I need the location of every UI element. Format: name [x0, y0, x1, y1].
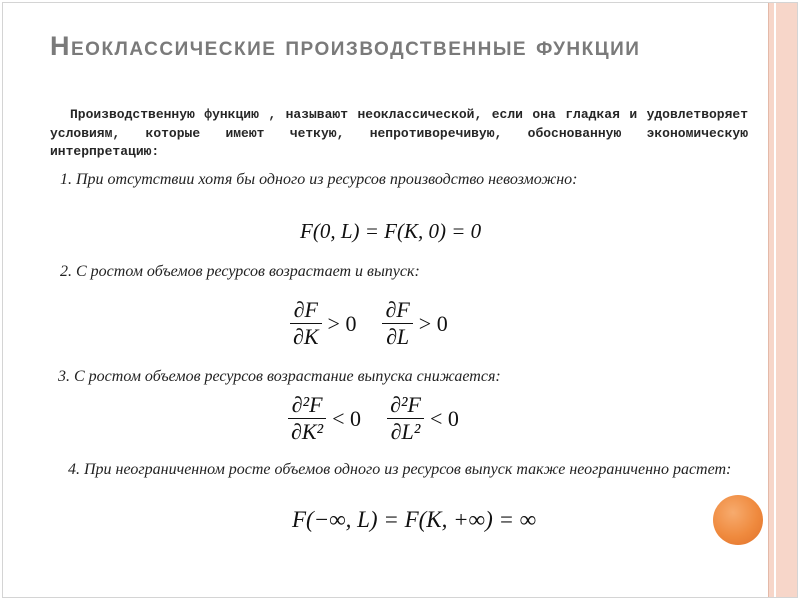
fraction-numerator: ∂F [293, 297, 318, 322]
inequality: < 0 [332, 405, 362, 431]
second-derivative-k [288, 393, 361, 444]
partial-derivative-k [290, 298, 356, 349]
fraction-denominator: ∂K² [291, 419, 324, 444]
inequality: > 0 [418, 310, 448, 336]
formula-zero-output: F(0, L) = F(K, 0) = 0 [300, 219, 482, 243]
fraction-denominator: ∂K [293, 324, 319, 349]
condition-2-formula [290, 298, 474, 349]
condition-1-formula [300, 219, 481, 244]
intro-paragraph: Производственную функцию , называют неоклассической, если она гладкая и удовлетворяет условиям, которые имеют четкую, непротиворечивую, обоснованную экономическую интерпретацию: [50, 107, 748, 159]
fraction-numerator: ∂²F [291, 392, 323, 417]
decorative-circle [713, 495, 763, 545]
inequality: > 0 [327, 310, 357, 336]
condition-4-formula [292, 507, 536, 533]
condition-3-text: 3. С ростом объемов ресурсов возрастание выпуска снижается: [58, 368, 501, 385]
fraction-numerator: ∂F [385, 297, 410, 322]
second-derivative-l [387, 393, 459, 444]
partial-derivative-l [382, 298, 447, 349]
side-decoration-line [774, 3, 776, 597]
side-decoration-bar [768, 3, 797, 597]
fraction [382, 298, 412, 349]
formula-unbounded-output: F(−∞, L) = F(K, +∞) = ∞ [292, 507, 537, 532]
fraction-denominator: ∂L [386, 324, 410, 349]
condition-2-text: 2. С ростом объемов ресурсов возрастает и выпуск: [60, 263, 420, 280]
fraction [288, 393, 326, 444]
condition-1-text: 1. При отсутствии хотя бы одного из ресурсов производство невозможно: [60, 171, 578, 188]
slide-title: Неоклассические производственные функции [50, 31, 641, 61]
fraction-denominator: ∂L² [390, 419, 421, 444]
fraction [387, 393, 424, 444]
fraction-numerator: ∂²F [390, 392, 421, 417]
inequality: < 0 [429, 405, 459, 431]
fraction [290, 298, 322, 349]
condition-4-text: 4. При неограниченном росте объемов одного из ресурсов выпуск также неограниченно растет: [68, 461, 732, 478]
condition-3-formula [288, 393, 485, 444]
